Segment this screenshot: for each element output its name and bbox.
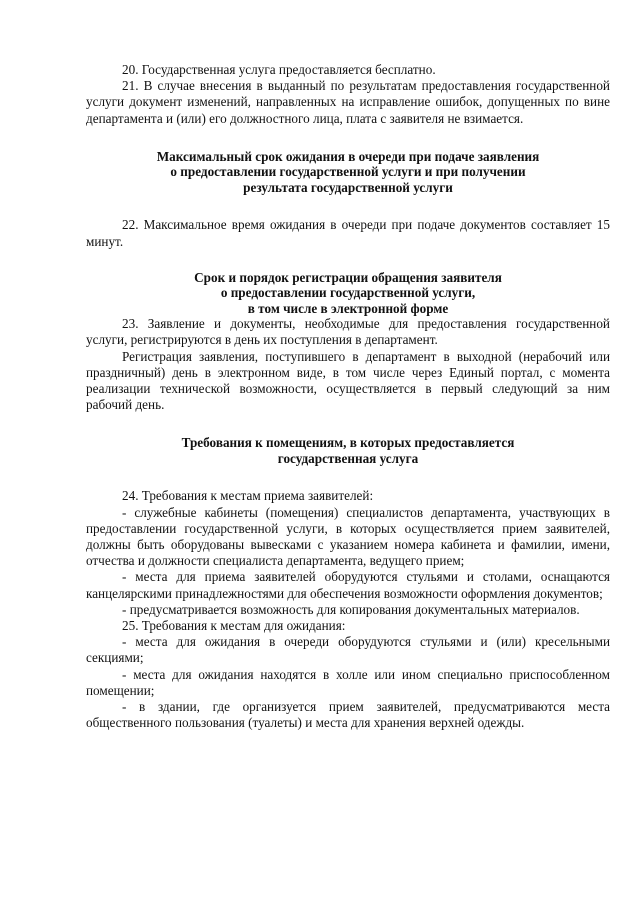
- paragraph-23: 23. Заявление и документы, необходимые для предоставления государственной услуги, регистрируются в день их поступления в департамент.: [86, 316, 610, 348]
- list-item-24-offices: - служебные кабинеты (помещения) специалистов департамента, участвующих в предоставлении государственной услуги, в которых осуществляется прием заявителей, должны быть оборудованы вывесками с указанием номера кабинета и фамилии, имени, отчества и должности специалиста департамента, ведущего прием;: [86, 504, 610, 569]
- heading-line: Максимальный срок ожидания в очереди при подаче заявления: [156, 148, 540, 164]
- heading-line: Требования к помещениям, в которых предоставляется: [181, 435, 515, 451]
- heading-line: о предоставлении государственной услуги и при получении: [170, 164, 526, 180]
- heading-max-wait-time: [86, 149, 610, 196]
- paragraph-21: 21. В случае внесения в выданный по результатам предоставления государственной услуги документ изменений, направленных на исправление ошибок, допущенных по вине департамента и (или) его должностного лица, плата с заявителя не взимается.: [86, 78, 610, 126]
- paragraph-24: 24. Требования к местам приема заявителей:: [122, 488, 374, 504]
- paragraph-22: 22. Максимальное время ожидания в очереди при подаче документов составляет 15 минут.: [86, 217, 610, 249]
- list-item-24-copying: - предусматривается возможность для копирования документальных материалов.: [122, 601, 580, 617]
- list-item-25-facilities: - в здании, где организуется прием заявителей, предусматриваются места общественного пользования (туалеты) и места для хранения верхней одежды.: [86, 699, 610, 731]
- list-item-25-seats: - места для ожидания в очереди оборудуются стульями и (или) кресельными секциями;: [86, 634, 610, 666]
- heading-premises: [86, 435, 610, 466]
- list-item-25-hall: - места для ожидания находятся в холле или ином специально приспособленном помещении;: [86, 666, 610, 698]
- paragraph-25: 25. Требования к местам для ожидания:: [122, 618, 346, 634]
- heading-line: Срок и порядок регистрации обращения заявителя: [194, 269, 502, 285]
- paragraph-23-registration: Регистрация заявления, поступившего в департамент в выходной (нерабочий или праздничный) день в электронном виде, в том числе через Единый портал, с момента реализации технической возможности, осуществляется в первый следующий за ним рабочий день.: [86, 348, 610, 413]
- heading-registration: [86, 270, 610, 317]
- heading-line: государственная услуга: [277, 450, 419, 466]
- heading-line: в том числе в электронной форме: [247, 300, 449, 316]
- heading-line: о предоставлении государственной услуги,: [220, 285, 476, 301]
- heading-line: результата государственной услуги: [243, 179, 453, 195]
- paragraph-20: 20. Государственная услуга предоставляется бесплатно.: [122, 62, 436, 77]
- list-item-24-reception: - места для приема заявителей оборудуются стульями и столами, оснащаются канцелярскими принадлежностями для обеспечения возможности оформления документов;: [86, 569, 610, 601]
